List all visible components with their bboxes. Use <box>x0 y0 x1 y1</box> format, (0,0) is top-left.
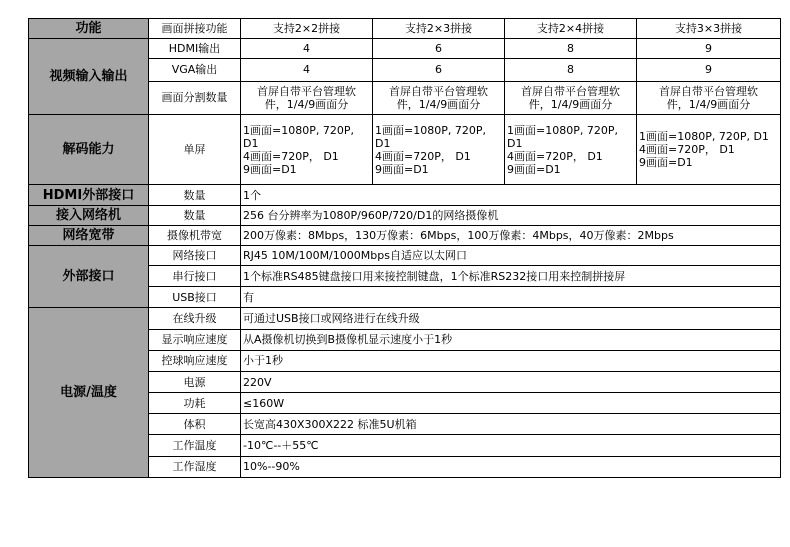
cell: 8 <box>505 59 637 81</box>
cell: 小于1秒 <box>241 350 781 371</box>
cell: 220V <box>241 371 781 392</box>
row-label: 体积 <box>149 414 241 435</box>
category-net-cam: 接入网络机 <box>29 205 149 225</box>
cell: 9 <box>637 39 781 59</box>
header-col-3: 支持2×4拼接 <box>505 19 637 39</box>
cell: 6 <box>373 59 505 81</box>
header-feature: 画面拼接功能 <box>149 19 241 39</box>
cell: 1画面=1080P, 720P, D1 4画面=720P， D1 9画面=D1 <box>637 114 781 185</box>
cell: 1画面=1080P, 720P, D1 4画面=720P， D1 9画面=D1 <box>241 114 373 185</box>
row-label: 数量 <box>149 185 241 205</box>
cell: 9 <box>637 59 781 81</box>
row-label: VGA输出 <box>149 59 241 81</box>
table-row <box>29 308 781 329</box>
header-row <box>29 19 781 39</box>
table-row <box>29 245 781 265</box>
row-label: 功耗 <box>149 393 241 414</box>
category-hdmi-ext: HDMI外部接口 <box>29 185 149 205</box>
cell: 1个 <box>241 185 781 205</box>
cell: 有 <box>241 287 781 308</box>
row-label: 工作湿度 <box>149 456 241 477</box>
header-col-4: 支持3×3拼接 <box>637 19 781 39</box>
table-row <box>29 39 781 59</box>
cell: 长宽高430X300X222 标准5U机箱 <box>241 414 781 435</box>
cell: 10%--90% <box>241 456 781 477</box>
cell: 256 台分辨率为1080P/960P/720/D1的网络摄像机 <box>241 205 781 225</box>
cell: 4 <box>241 39 373 59</box>
cell: ≤160W <box>241 393 781 414</box>
header-category: 功能 <box>29 19 149 39</box>
cell: 4 <box>241 59 373 81</box>
header-col-2: 支持2×3拼接 <box>373 19 505 39</box>
row-label: 摄像机带宽 <box>149 225 241 245</box>
cell: 1画面=1080P, 720P, D1 4画面=720P， D1 9画面=D1 <box>505 114 637 185</box>
category-bandwidth: 网络宽带 <box>29 225 149 245</box>
spec-table <box>28 18 781 478</box>
cell: 8 <box>505 39 637 59</box>
cell: 6 <box>373 39 505 59</box>
row-label: 串行接口 <box>149 266 241 287</box>
cell: 首屏自带平台管理软 件，1/4/9画面分 <box>637 81 781 114</box>
category-decode: 解码能力 <box>29 114 149 185</box>
cell: 首屏自带平台管理软 件，1/4/9画面分 <box>241 81 373 114</box>
category-video-io: 视频输入输出 <box>29 39 149 115</box>
row-label: 电源 <box>149 371 241 392</box>
cell: 首屏自带平台管理软 件，1/4/9画面分 <box>505 81 637 114</box>
row-label: 工作温度 <box>149 435 241 456</box>
row-label: 数量 <box>149 205 241 225</box>
table-row <box>29 185 781 205</box>
row-label: USB接口 <box>149 287 241 308</box>
cell: 首屏自带平台管理软 件，1/4/9画面分 <box>373 81 505 114</box>
cell: 1画面=1080P, 720P, D1 4画面=720P， D1 9画面=D1 <box>373 114 505 185</box>
cell: RJ45 10M/100M/1000Mbps自适应以太网口 <box>241 245 781 265</box>
row-label: 单屏 <box>149 114 241 185</box>
row-label: 控球响应速度 <box>149 350 241 371</box>
row-label: 网络接口 <box>149 245 241 265</box>
cell: 从A摄像机切换到B摄像机显示速度小于1秒 <box>241 329 781 350</box>
row-label: 显示响应速度 <box>149 329 241 350</box>
cell: -10℃--＋55℃ <box>241 435 781 456</box>
row-label: HDMI输出 <box>149 39 241 59</box>
category-ext-if: 外部接口 <box>29 245 149 308</box>
cell: 可通过USB接口或网络进行在线升级 <box>241 308 781 329</box>
header-col-1: 支持2×2拼接 <box>241 19 373 39</box>
table-row <box>29 225 781 245</box>
category-power: 电源/温度 <box>29 308 149 478</box>
cell: 200万像素：8Mbps，130万像素：6Mbps，100万像素：4Mbps，40万像素：2Mbps <box>241 225 781 245</box>
table-row <box>29 114 781 185</box>
row-label: 在线升级 <box>149 308 241 329</box>
cell: 1个标准RS485键盘接口用来接控制键盘，1个标准RS232接口用来控制拼接屏 <box>241 266 781 287</box>
table-row <box>29 205 781 225</box>
row-label: 画面分割数量 <box>149 81 241 114</box>
